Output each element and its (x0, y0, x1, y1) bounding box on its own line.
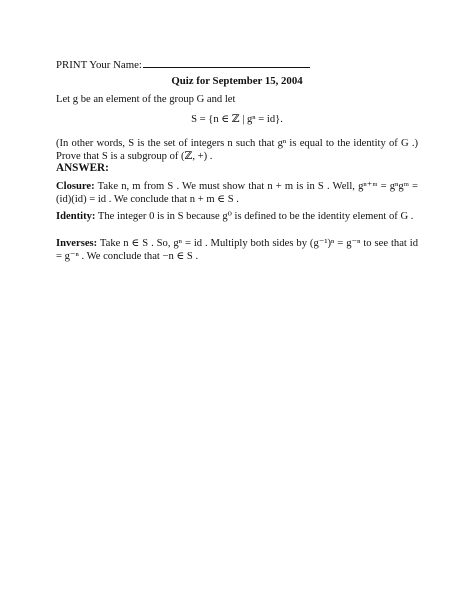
identity-text: The integer 0 is in S because g⁰ is defined to be the identity element of G . (95, 211, 414, 222)
intro-explanation: (In other words, S is the set of integers n such that gⁿ is equal to the identity of G .) Prove that S is a subgroup of (ℤ, +) . (56, 138, 418, 162)
name-label: PRINT Your Name: (56, 59, 142, 71)
name-field-line (56, 57, 310, 72)
inverses-text: Take n ∈ S . So, gⁿ = id . Multiply both sides by (g⁻¹)ⁿ = g⁻ⁿ to see that id = g⁻ⁿ . We conclude that −n ∈ S . (56, 238, 418, 262)
quiz-title: Quiz for September 15, 2004 (171, 75, 303, 87)
set-definition-math: S = {n ∈ ℤ | gⁿ = id}. (191, 114, 283, 125)
name-blank-rule (143, 57, 310, 68)
identity-label: Identity: (56, 211, 96, 222)
inverses-label: Inverses: (56, 238, 98, 249)
closure-text: Take n, m from S . We must show that n + m is in S . Well, gⁿ⁺ᵐ = gⁿgᵐ = (id)(id) = id . We conclude that n + m ∈ S . (56, 181, 418, 205)
closure-label: Closure: (56, 181, 95, 192)
closure-paragraph (56, 180, 418, 206)
intro-let-line: Let g be an element of the group G and let (56, 94, 236, 105)
answer-heading: ANSWER: (56, 162, 109, 174)
identity-paragraph (56, 210, 418, 223)
inverses-paragraph (56, 237, 418, 263)
